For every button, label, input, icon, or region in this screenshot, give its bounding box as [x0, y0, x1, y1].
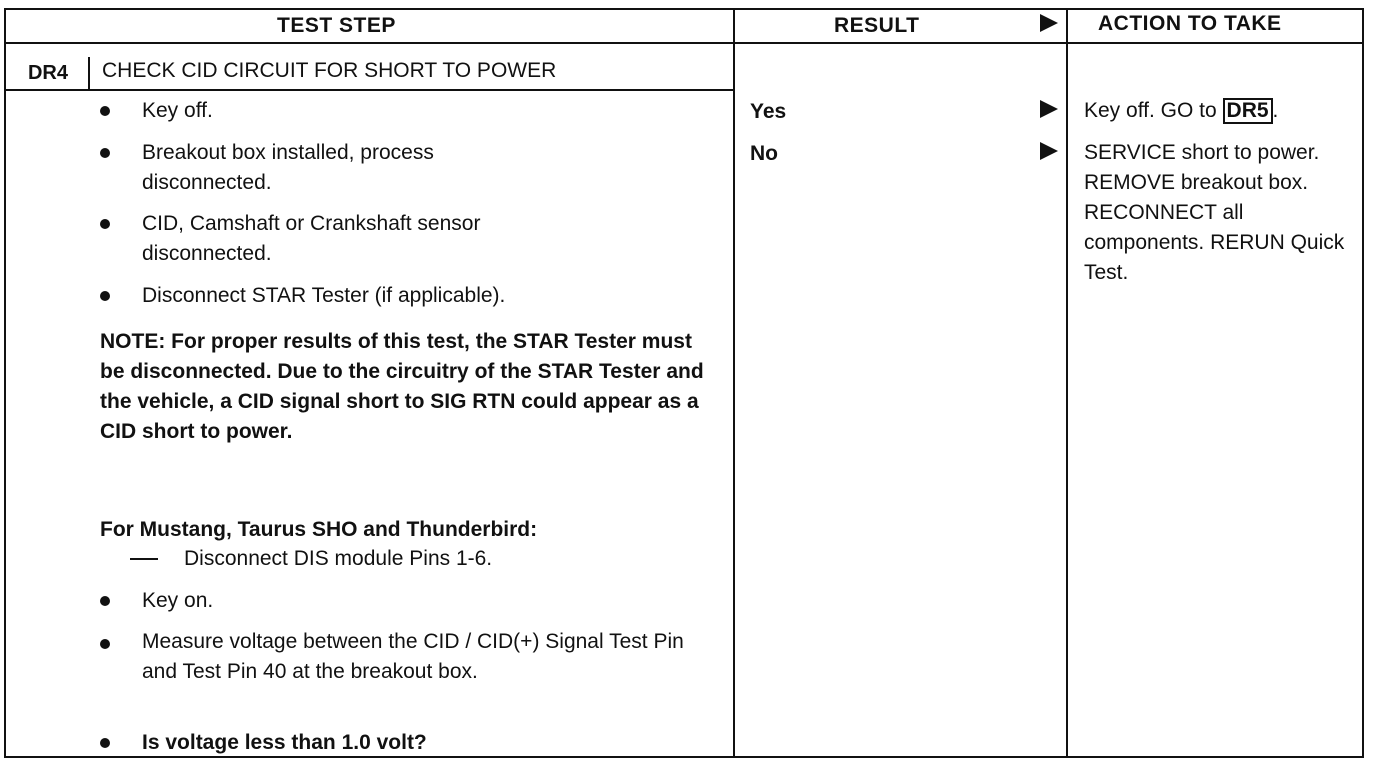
bullet-icon — [100, 219, 110, 229]
action-yes-suffix: . — [1272, 99, 1279, 122]
column-divider-action — [1066, 8, 1068, 758]
step-id: DR4 — [8, 57, 90, 89]
note-paragraph: NOTE: For proper results of this test, the STAR Tester must be disconnected. Due to the circuitry of the STAR Tester and the vehicle, a CID signal short to SIG RTN could appear as a CID short to power. — [100, 330, 704, 443]
bullet-icon — [100, 148, 110, 158]
bullet-icon — [100, 291, 110, 301]
bullet-icon — [100, 738, 110, 748]
instruction-measure-voltage: Measure voltage between the CID / CID(+) Signal Test Pin and Test Pin 40 at the breakout box. — [142, 630, 684, 683]
instruction-breakout-box: Breakout box installed, process disconnected. — [142, 141, 434, 194]
result-no: No — [750, 142, 778, 165]
instruction-key-off: Key off. — [142, 99, 213, 122]
bullet-icon — [100, 106, 110, 116]
sub-instruction — [130, 546, 492, 572]
result-yes-arrow-icon — [1040, 100, 1058, 118]
header-divider — [4, 42, 1364, 44]
header-arrow-icon — [1040, 14, 1058, 32]
result-yes: Yes — [750, 100, 787, 123]
bullet-icon — [100, 596, 110, 606]
step-title: CHECK CID CIRCUIT FOR SHORT TO POWER — [102, 59, 557, 82]
action-yes-text: Key off. GO to — [1084, 99, 1217, 122]
action-yes — [1084, 96, 1356, 126]
question-voltage: Is voltage less than 1.0 volt? — [142, 731, 427, 754]
result-no-arrow-icon — [1040, 142, 1058, 160]
header-action: ACTION TO TAKE — [1098, 12, 1282, 35]
step-title-divider — [4, 89, 735, 91]
header-test-step: TEST STEP — [277, 14, 396, 37]
sub-instruction-text: Disconnect DIS module Pins 1-6. — [184, 547, 493, 570]
instruction-sensor-disconnected: CID, Camshaft or Crankshaft sensor disconnected. — [142, 212, 481, 265]
instruction-disconnect-star: Disconnect STAR Tester (if applicable). — [142, 284, 506, 307]
dash-icon — [130, 558, 158, 560]
vehicle-applicability: For Mustang, Taurus SHO and Thunderbird: — [100, 518, 538, 541]
column-divider-result — [733, 8, 735, 758]
bullet-icon — [100, 639, 110, 649]
instruction-key-on: Key on. — [142, 589, 214, 612]
action-no: SERVICE short to power. REMOVE breakout box. RECONNECT all components. RERUN Quick Test. — [1084, 141, 1345, 284]
header-result: RESULT — [834, 14, 920, 37]
step-link-dr5[interactable]: DR5 — [1223, 98, 1273, 124]
